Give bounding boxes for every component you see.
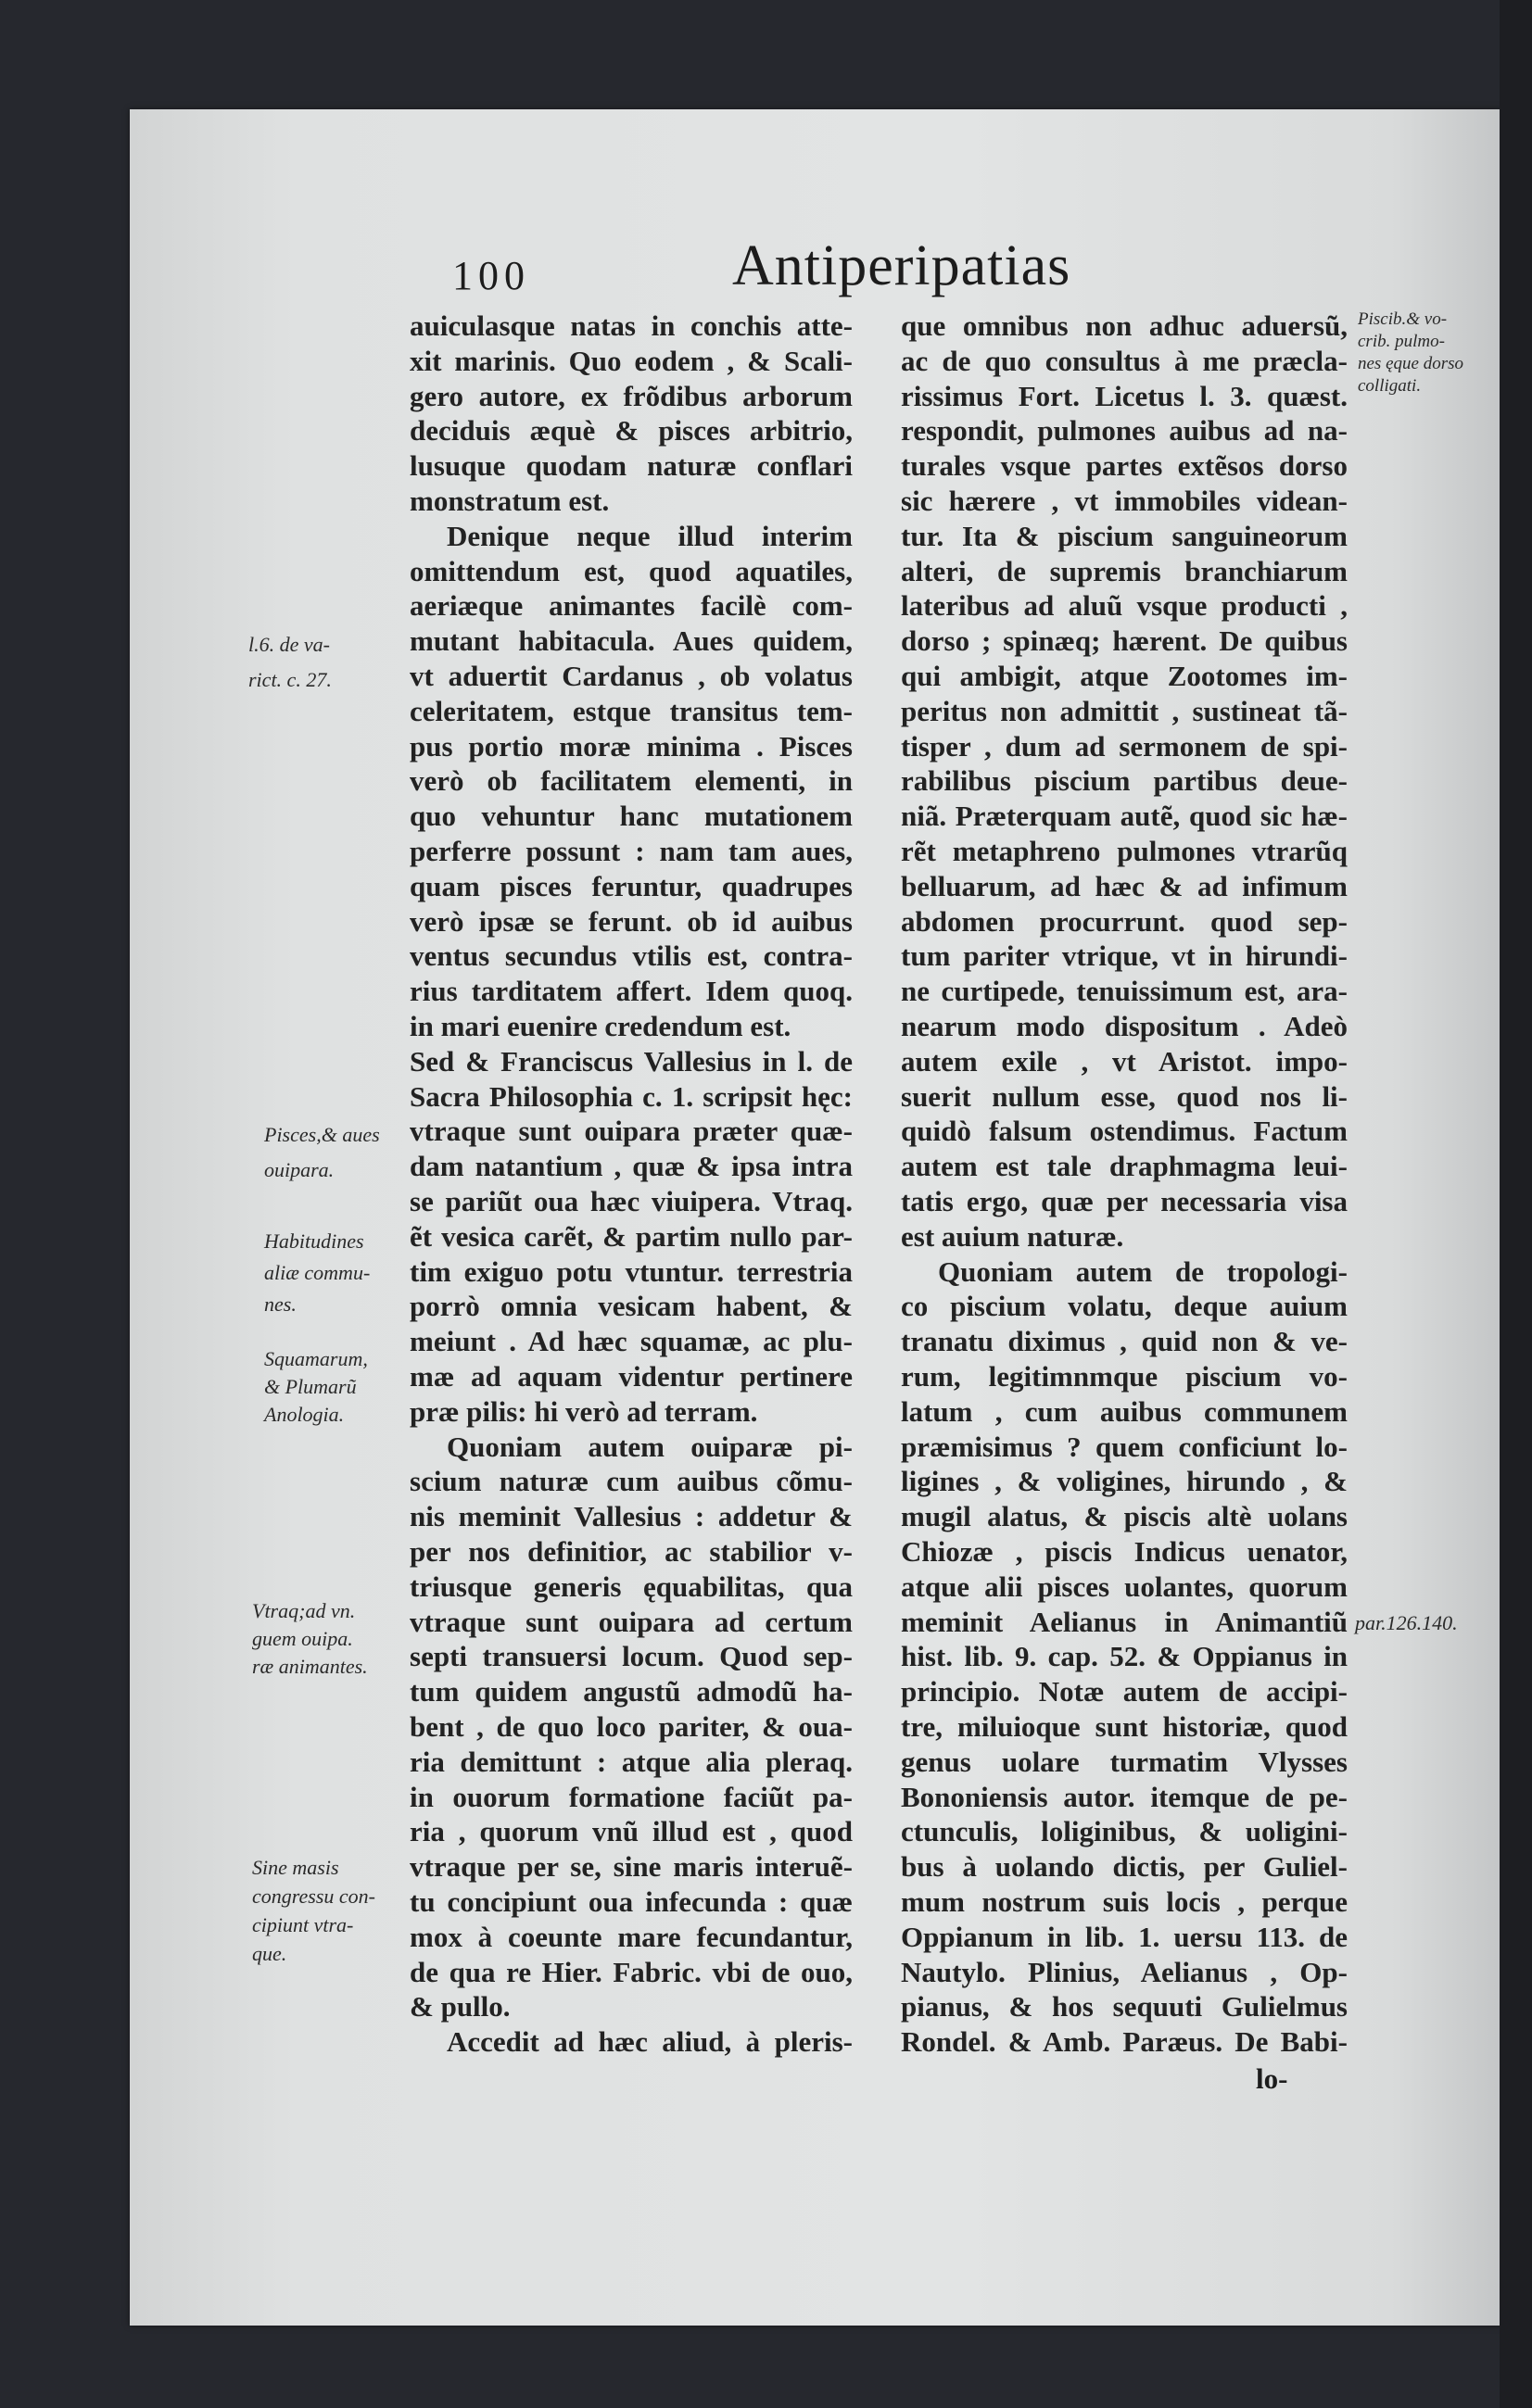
marginal-note-line: l.6. de va- [248, 632, 330, 656]
marginal-note-line: Sine masis [252, 1855, 339, 1879]
text-line: tranatu diximus , quid non & ve- [901, 1325, 1348, 1358]
text-line: Oppianum in lib. 1. uersu 113. de [901, 1920, 1348, 1953]
marginal-note-line: que. [252, 1941, 287, 1965]
text-line: autem est tale draphmagma leui- [901, 1150, 1348, 1183]
text-line: præmisimus ? quem conficiunt lo- [901, 1430, 1348, 1463]
text-line: dam natantium , quæ & ipsa intra [410, 1150, 853, 1183]
text-line: porrò omnia vesicam habent, & [410, 1290, 853, 1323]
text-line: lateribus ad aluũ vsque producti , [901, 589, 1348, 623]
catchword: lo- [1256, 2062, 1288, 2095]
marginal-note-line: Habitudines [264, 1229, 364, 1254]
text-line: Quoniam autem ouiparæ pi- [447, 1430, 853, 1463]
text-line: Chiozæ , piscis Indicus uenator, [901, 1535, 1348, 1568]
text-line: monstratum est. [410, 485, 610, 517]
text-line: quo vehuntur hanc mutationem [410, 800, 853, 833]
marginal-note [1355, 1611, 1458, 1635]
marginal-note-line: par.126.140. [1355, 1611, 1458, 1635]
text-line: vtraque sunt ouipara præter quæ- [410, 1115, 853, 1148]
text-line: Denique neque illud interim [447, 519, 853, 552]
text-line: peritus non admittit , sustineat tã- [901, 694, 1348, 727]
text-line: de qua re Hier. Fabric. vbi de ouo, [410, 1955, 853, 1988]
marginal-note [264, 1117, 380, 1188]
marginal-note [1358, 309, 1463, 397]
marginal-note-line: Pisces,& aues [264, 1123, 380, 1147]
running-title: Antiperipatias [732, 234, 1071, 297]
text-line: atque alii pisces uolantes, quorum [901, 1570, 1348, 1603]
text-line: Sed & Franciscus Vallesius in l. de [410, 1044, 853, 1078]
text-line: tre, miluioque sunt historiæ, quod [901, 1710, 1348, 1743]
text-line: meiunt . Ad hæc squamæ, ac plu- [410, 1325, 853, 1358]
text-line: celeritatem, estque transitus tem- [410, 694, 853, 727]
text-line: deciduis æquè & pisces arbitrio, [410, 414, 853, 448]
text-line: tisper , dum ad sermonem de spi- [901, 729, 1348, 763]
text-line: ne curtipede, tenuissimum est, ara- [901, 975, 1348, 1008]
text-line: Rondel. & Amb. Paræus. De Babi- [901, 2025, 1348, 2059]
marginal-note-line: cipiunt vtra- [252, 1912, 354, 1936]
text-line: ligines , & voligines, hirundo , & [901, 1465, 1348, 1498]
scan-edge [1500, 0, 1532, 2408]
text-line: alteri, de supremis branchiarum [901, 554, 1348, 587]
text-line: Nautylo. Plinius, Aelianus , Op- [901, 1955, 1348, 1988]
marginal-note-line: Piscib.& vo- [1358, 309, 1448, 329]
text-line: rius tarditatem affert. Idem quoq. [410, 975, 853, 1008]
text-line: per nos definitior, ac stabilior v- [410, 1535, 853, 1568]
marginal-note-line: & Plumarũ [264, 1374, 357, 1398]
text-line: ẽt vesica carẽt, & partim nullo par- [410, 1219, 853, 1253]
text-line: se pariũt oua hæc viuipera. Vtraq. [410, 1185, 853, 1217]
text-line: co piscium volatu, deque auium [901, 1290, 1348, 1323]
text-line: Accedit ad hæc aliud, à pleris- [447, 2025, 853, 2059]
text-line: autem exile , vt Aristot. impo- [901, 1044, 1348, 1078]
text-line: tum quidem angustũ admodũ ha- [410, 1675, 853, 1708]
marginal-note [264, 1226, 370, 1320]
marginal-note [264, 1345, 368, 1429]
text-line: mæ ad aquam videntur pertinere [410, 1360, 853, 1393]
text-line: mum nostrum suis locis , perque [901, 1885, 1348, 1918]
text-line: xit marinis. Quo eodem , & Scali- [410, 344, 853, 377]
marginal-note-line: Anologia. [264, 1402, 345, 1426]
text-line: ria , quorum vnũ illud est , quod [410, 1815, 853, 1848]
text-line: tur. Ita & piscium sanguineorum [901, 519, 1348, 552]
text-line: hist. lib. 9. cap. 52. & Oppianus in [901, 1640, 1348, 1673]
text-line: pianus, & hos sequuti Gulielmus [901, 1990, 1348, 2023]
page-number: 100 [452, 253, 530, 298]
text-line: principio. Notæ autem de accipi- [901, 1675, 1348, 1708]
text-line: belluarum, ad hæc & ad infimum [901, 869, 1348, 902]
marginal-note-line: crib. pulmo- [1358, 332, 1445, 351]
marginal-note-line: congressu con- [252, 1884, 375, 1908]
text-line: turales vsque partes extẽsos dorso [901, 449, 1348, 483]
text-line: tum pariter vtrique, vt in hirundi- [901, 939, 1348, 973]
text-line: in ouorum formatione faciũt pa- [410, 1780, 853, 1813]
text-line: auiculasque natas in conchis atte- [410, 309, 853, 342]
text-line: dorso ; spinæq; hærent. De quibus [901, 624, 1348, 658]
text-line: perferre possunt : nam tam aues, [410, 835, 853, 867]
text-line: ctunculis, loliginibus, & uoligini- [901, 1815, 1348, 1848]
marginal-note [252, 1597, 368, 1681]
text-line: præ pilis: hi verò ad terram. [410, 1394, 758, 1428]
text-line: niã. Præterquam autẽ, quod sic hæ- [901, 800, 1348, 833]
text-line: vtraque sunt ouipara ad certum [410, 1605, 853, 1638]
text-line: ria demittunt : atque alia pleraq. [410, 1745, 853, 1778]
text-line: Quoniam autem de tropologi- [938, 1254, 1348, 1288]
text-line: tatis ergo, quæ per necessaria visa [901, 1185, 1348, 1217]
text-line: vt aduertit Cardanus , ob volatus [410, 660, 853, 692]
text-line: qui ambigit, atque Zootomes im- [901, 660, 1348, 692]
marginal-note-line: ouipara. [264, 1157, 335, 1181]
text-line: vtraque per se, sine maris interuẽ- [410, 1850, 853, 1884]
marginal-note-line: aliæ commu- [264, 1261, 371, 1285]
text-line: mox à coeunte mare fecundantur, [410, 1920, 853, 1953]
text-line: tim exiguo potu vtuntur. terrestria [410, 1254, 853, 1288]
text-line: genus uolare turmatim Vlysses [901, 1745, 1348, 1778]
text-line: ac de quo consultus à me præcla- [901, 344, 1348, 377]
text-line: respondit, pulmones auibus ad na- [901, 414, 1348, 448]
text-line: mutant habitacula. Aues quidem, [410, 624, 853, 658]
text-line: meminit Aelianus in Animantiũ [901, 1605, 1348, 1638]
marginal-note-line: Squamarum, [264, 1346, 368, 1370]
text-line: & pullo. [410, 1990, 511, 2023]
marginal-note [252, 1853, 375, 1968]
text-line: sic hærere , vt immobiles videan- [901, 485, 1348, 517]
text-line: in mari euenire credendum est. [410, 1010, 791, 1042]
text-line: scium naturæ cum auibus cõmu- [410, 1465, 853, 1498]
text-line: verò ob facilitatem elementi, in [410, 764, 853, 798]
text-line: quam pisces feruntur, quadrupes [410, 869, 853, 902]
marginal-note [248, 627, 332, 698]
text-line: gero autore, ex frõdibus arborum [410, 379, 853, 412]
text-line: bent , de quo loco pariter, & oua- [410, 1710, 853, 1743]
text-line: Bononiensis autor. itemque de pe- [901, 1780, 1348, 1813]
text-line: nearum modo dispositum . Adeò [901, 1010, 1348, 1042]
text-line: Sacra Philosophia c. 1. scripsit hęc: [410, 1079, 853, 1113]
text-line: quidò falsum ostendimus. Factum [901, 1115, 1348, 1148]
text-line: tu concipiunt oua infecunda : quæ [410, 1885, 853, 1918]
text-line: que omnibus non adhuc aduersũ, [901, 309, 1348, 342]
text-line: abdomen procurrunt. quod sep- [901, 904, 1348, 938]
text-line: rabilibus piscium partibus deue- [901, 764, 1348, 798]
text-line: mugil alatus, & piscis altè uolans [901, 1500, 1348, 1533]
text-line: est auium naturæ. [901, 1219, 1124, 1253]
text-line: rum, legitimnmque piscium vo- [901, 1360, 1348, 1393]
marginal-note-line: nes. [264, 1292, 297, 1317]
text-line: rẽt metaphreno pulmones vtrarũq [901, 835, 1348, 867]
text-line: omittendum est, quod aquatiles, [410, 554, 853, 587]
text-line: pus portio moræ minima . Pisces [410, 729, 853, 763]
text-line: ventus secundus vtilis est, contra- [410, 939, 853, 973]
text-line: verò ipsæ se ferunt. ob id auibus [410, 904, 853, 938]
text-line: bus à uolando dictis, per Guliel- [901, 1850, 1348, 1884]
marginal-note-line: rict. c. 27. [248, 667, 332, 691]
text-line: latum , cum auibus communem [901, 1394, 1348, 1428]
text-line: septi transuersi locum. Quod sep- [410, 1640, 853, 1673]
marginal-note-line: nes ęque dorso [1358, 354, 1463, 373]
marginal-note-line: Vtraq;ad vn. [252, 1599, 356, 1623]
text-line: lusuque quodam naturæ conflari [410, 449, 853, 483]
text-line: suerit nullum esse, quod nos li- [901, 1079, 1348, 1113]
text-line: rissimus Fort. Licetus l. 3. quæst. [901, 379, 1348, 412]
marginal-note-line: ræ animantes. [252, 1655, 368, 1679]
marginal-note-line: colligati. [1358, 376, 1422, 396]
text-line: triusque generis ęquabilitas, qua [410, 1570, 853, 1603]
text-line: nis meminit Vallesius : addetur & [410, 1500, 853, 1533]
text-line: aeriæque animantes facilè com- [410, 589, 853, 623]
marginal-note-line: guem ouipa. [252, 1627, 353, 1651]
